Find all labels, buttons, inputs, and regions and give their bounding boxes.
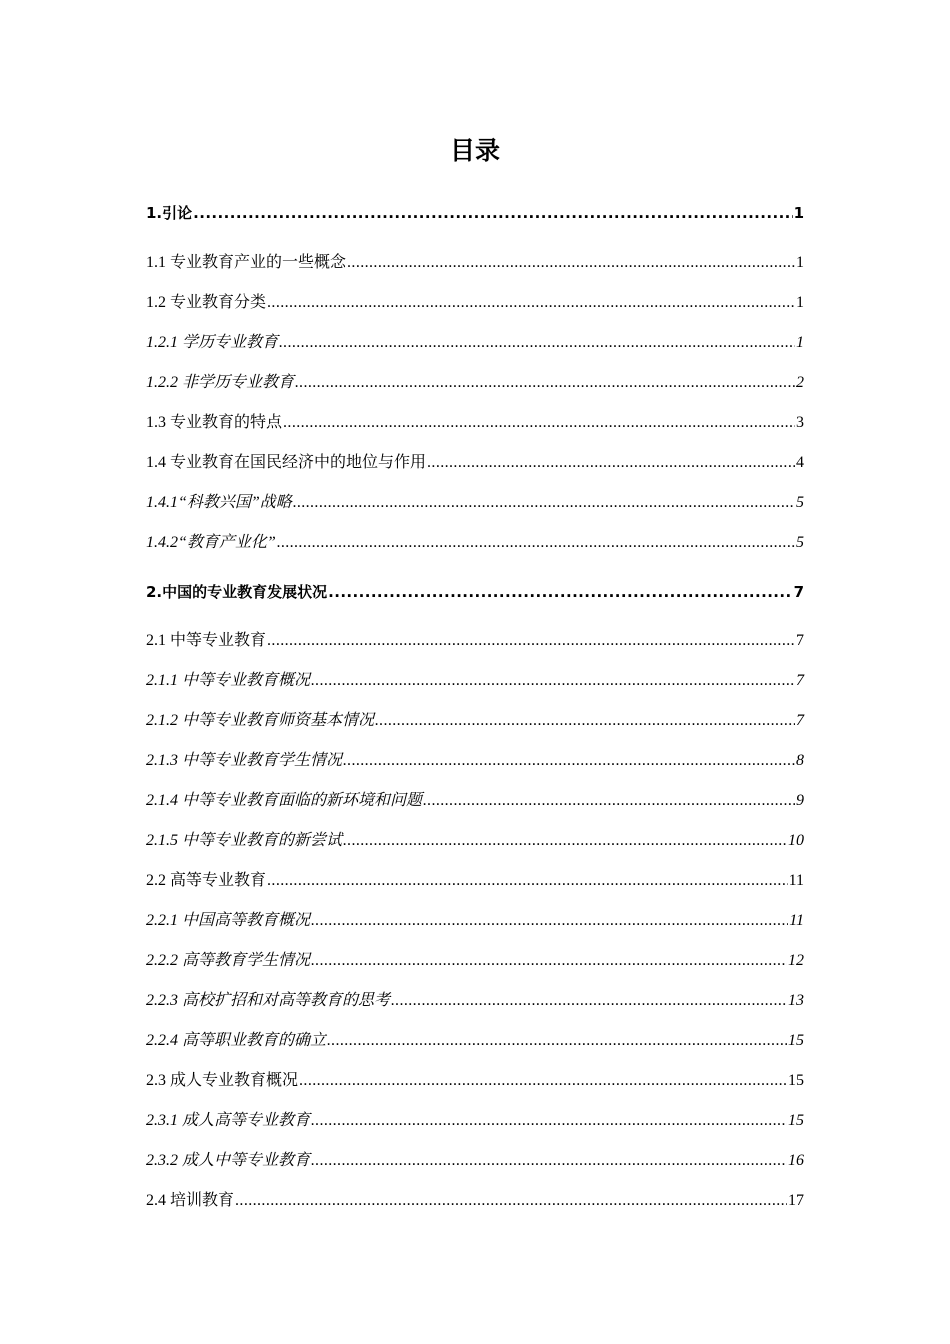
toc-entry-page: 8 (796, 752, 804, 769)
toc-dot-leader (279, 331, 795, 355)
toc-dot-leader (427, 451, 795, 475)
toc-entry-label: 1.引论 (146, 204, 193, 222)
toc-entry-page: 13 (788, 992, 804, 1009)
toc-entry[interactable] (146, 829, 804, 853)
toc-entry[interactable] (146, 1189, 804, 1213)
toc-entry[interactable] (146, 869, 804, 893)
toc-entry-page: 9 (796, 792, 804, 809)
toc-entry[interactable] (146, 1069, 804, 1093)
toc-entry[interactable] (146, 749, 804, 773)
toc-entry-label: 2.1.5 中等专业教育的新尝试 (146, 832, 343, 849)
toc-entry[interactable] (146, 789, 804, 813)
toc-dot-leader (343, 749, 795, 773)
toc-entry[interactable] (146, 909, 804, 933)
toc-entry-page: 15 (788, 1032, 804, 1049)
toc-entry-page: 2 (796, 374, 804, 391)
toc-entry-page: 7 (796, 632, 804, 649)
toc-entry-page: 1 (796, 334, 804, 351)
toc-entry-page: 10 (788, 832, 804, 849)
toc-dot-leader (347, 251, 795, 275)
toc-entry[interactable] (146, 669, 804, 693)
toc-dot-leader (343, 829, 787, 853)
toc-entry-page: 1 (796, 254, 804, 271)
toc-dot-leader (193, 201, 792, 225)
toc-dot-leader (235, 1189, 787, 1213)
toc-entry-page: 7 (796, 712, 804, 729)
toc-entry-label: 2.2.4 高等职业教育的确立 (146, 1032, 327, 1049)
toc-entry-page: 15 (788, 1072, 804, 1089)
toc-entry-page: 12 (788, 952, 804, 969)
toc-title: 目录 (449, 136, 500, 165)
toc-entry-label: 2.3 成人专业教育概况 (146, 1072, 299, 1089)
toc-entry-label: 2.4 培训教育 (146, 1192, 235, 1209)
toc-entry[interactable] (146, 531, 804, 555)
toc-entry[interactable] (146, 949, 804, 973)
toc-entry-page: 4 (796, 454, 804, 471)
toc-dot-leader (311, 1149, 787, 1173)
toc-dot-leader (311, 909, 788, 933)
toc-entry-page: 5 (796, 534, 804, 551)
toc-entry[interactable] (146, 1149, 804, 1173)
toc-dot-leader (311, 949, 787, 973)
toc-entry-label: 2.3.1 成人高等专业教育 (146, 1112, 311, 1129)
toc-dot-leader (293, 491, 795, 515)
toc-entry-label: 2.1.2 中等专业教育师资基本情况 (146, 712, 375, 729)
toc-entry-page: 15 (788, 1112, 804, 1129)
toc-dot-leader (267, 291, 795, 315)
toc-dot-leader (295, 371, 795, 395)
toc-dot-leader (327, 1029, 787, 1053)
toc-entry-label: 2.1.4 中等专业教育面临的新环境和问题 (146, 792, 423, 809)
toc-entry[interactable] (146, 201, 804, 225)
toc-entry-label: 1.2 专业教育分类 (146, 294, 267, 311)
toc-dot-leader (267, 629, 795, 653)
toc-entry-page: 1 (796, 294, 804, 311)
toc-entry[interactable] (146, 291, 804, 315)
toc-entry[interactable] (146, 451, 804, 475)
toc-dot-leader (277, 531, 795, 555)
toc-dot-leader (283, 411, 795, 435)
toc-entry-label: 2.2 高等专业教育 (146, 872, 267, 889)
toc-entry-label: 2.2.1 中国高等教育概况 (146, 912, 311, 929)
toc-entry-page: 1 (793, 204, 804, 222)
toc-entry[interactable] (146, 331, 804, 355)
toc-entry-label: 2.中国的专业教育发展状况 (146, 583, 328, 601)
toc-entry-label: 1.1 专业教育产业的一些概念 (146, 254, 347, 271)
toc-dot-leader (299, 1069, 787, 1093)
toc-entry-label: 1.4.2“教育产业化” (146, 534, 276, 551)
toc-entry-label: 1.3 专业教育的特点 (146, 414, 283, 431)
toc-entry[interactable] (146, 371, 804, 395)
toc-entry-label: 1.4 专业教育在国民经济中的地位与作用 (146, 454, 427, 471)
toc-entry[interactable] (146, 709, 804, 733)
toc-dot-leader (311, 1109, 787, 1133)
toc-entry[interactable] (146, 989, 804, 1013)
toc-entry[interactable] (146, 411, 804, 435)
toc-entry[interactable] (146, 1109, 804, 1133)
toc-entry-page: 7 (796, 672, 804, 689)
toc-dot-leader (328, 580, 792, 604)
toc-entry[interactable] (146, 251, 804, 275)
toc-dot-leader (391, 989, 787, 1013)
toc-entry-page: 11 (788, 872, 804, 889)
toc-entry-label: 2.1 中等专业教育 (146, 632, 267, 649)
toc-entry-page: 17 (788, 1192, 804, 1209)
toc-entry[interactable] (146, 580, 804, 604)
toc-entry-label: 1.2.1 学历专业教育 (146, 334, 279, 351)
toc-dot-leader (311, 669, 795, 693)
toc-entry-page: 3 (796, 414, 804, 431)
toc-entry-page: 11 (789, 912, 804, 929)
toc-entry-page: 16 (788, 1152, 804, 1169)
toc-dot-leader (375, 709, 795, 733)
toc-entry-label: 1.4.1“科教兴国”战略 (146, 494, 292, 511)
toc-entry-label: 2.1.1 中等专业教育概况 (146, 672, 311, 689)
toc-entry-label: 2.3.2 成人中等专业教育 (146, 1152, 311, 1169)
toc-entry-label: 2.2.2 高等教育学生情况 (146, 952, 311, 969)
toc-entry[interactable] (146, 1029, 804, 1053)
toc-dot-leader (267, 869, 788, 893)
toc-entry-page: 5 (796, 494, 804, 511)
toc-entry[interactable] (146, 629, 804, 653)
toc-dot-leader (423, 789, 795, 813)
toc-entry-label: 1.2.2 非学历专业教育 (146, 374, 295, 391)
toc-entry-page: 7 (793, 583, 804, 601)
toc-entry-label: 2.1.3 中等专业教育学生情况 (146, 752, 343, 769)
toc-entry-label: 2.2.3 高校扩招和对高等教育的思考 (146, 992, 391, 1009)
toc-entry[interactable] (146, 491, 804, 515)
